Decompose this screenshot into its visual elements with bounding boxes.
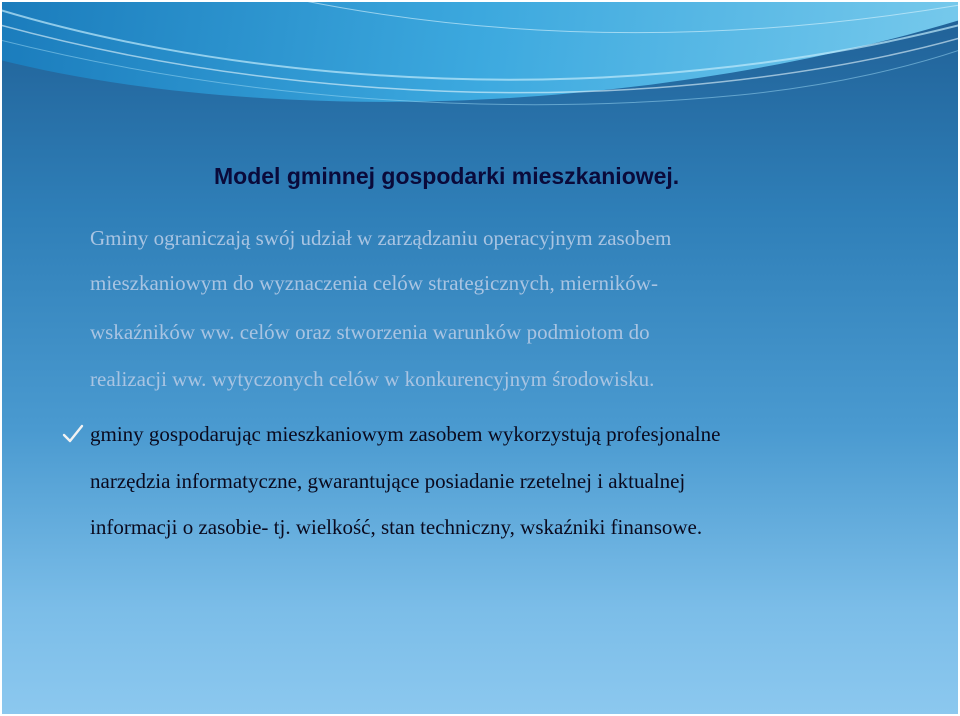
paragraph-2-line-1: gminy gospodarując mieszkaniowym zasobem wykorzystują profesjonalne (90, 422, 721, 446)
paragraph-2-line-3: informacji o zasobie- tj. wielkość, stan techniczny, wskaźniki finansowe. (90, 515, 703, 539)
paragraph-1-line-1: Gminy ograniczają swój udział w zarządzaniu operacyjnym zasobem (90, 226, 672, 250)
checkmark-icon (62, 424, 84, 444)
decorative-waves (0, 0, 960, 130)
paragraph-1-line-2: mieszkaniowym do wyznaczenia celów strategicznych, mierników- (90, 271, 658, 295)
slide-title: Model gminnej gospodarki mieszkaniowej. (214, 163, 680, 189)
paragraph-1-line-3: wskaźników ww. celów oraz stworzenia warunków podmiotom do (90, 320, 650, 344)
paragraph-2-line-2: narzędzia informatyczne, gwarantujące posiadanie rzetelnej i aktualnej (90, 469, 686, 493)
paragraph-1-line-4: realizacji ww. wytyczonych celów w konkurencyjnym środowisku. (90, 367, 655, 391)
